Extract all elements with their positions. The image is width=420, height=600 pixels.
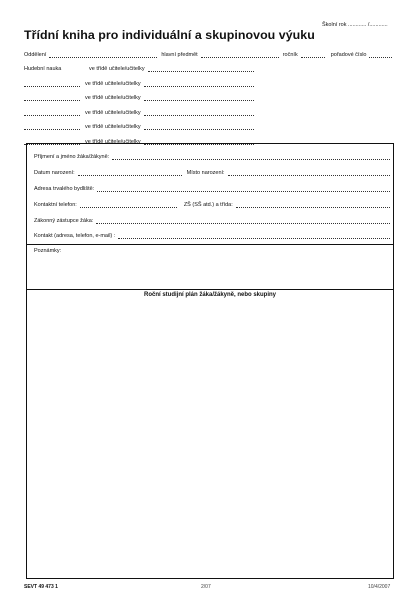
footer-code: SEVT 49 473 1 [24, 584, 58, 590]
student-name-label: Příjmení a jméno žáka/žákyně: [34, 154, 110, 160]
footer-page: 2/07 [201, 584, 211, 590]
teacher-row [24, 81, 254, 87]
year-field[interactable] [301, 52, 325, 58]
order-number-field[interactable] [369, 52, 392, 58]
school-label: ZŠ (SŠ atd.) a třída: [183, 202, 233, 208]
order-number-label: pořadové číslo [330, 52, 367, 58]
school-field[interactable] [236, 202, 390, 208]
top-fields-row [24, 52, 392, 58]
student-info-box [26, 143, 394, 245]
class-teacher-label: ve třídě učitele/učitelky [89, 66, 145, 72]
birth-row [34, 170, 390, 176]
guardian-field[interactable] [96, 218, 390, 224]
main-subject-field[interactable] [201, 52, 279, 58]
birth-date-label: Datum narození: [34, 170, 75, 176]
contact-label: Kontakt (adresa, telefon, e-mail) : [34, 233, 116, 239]
subject-field[interactable] [24, 124, 80, 130]
department-field[interactable] [49, 52, 157, 58]
footer-date: 10/4/2007 [368, 584, 391, 590]
teacher-row [24, 95, 254, 101]
class-teacher-field[interactable] [144, 95, 254, 101]
address-field[interactable] [97, 186, 390, 192]
phone-school-row [34, 202, 390, 208]
teacher-row [24, 124, 254, 130]
class-teacher-field[interactable] [144, 110, 254, 116]
teacher-row [24, 66, 254, 72]
subject-field[interactable] [24, 95, 80, 101]
notes-box[interactable] [26, 243, 394, 290]
page-title: Třídní kniha pro individuální a skupinovou výuku [24, 28, 315, 42]
address-row [34, 186, 390, 192]
teacher-row [24, 110, 254, 116]
notes-label: Poznámky: [34, 248, 62, 254]
address-label: Adresa trvalého bydliště: [34, 186, 95, 192]
class-teacher-label: ve třídě učitele/učitelky [85, 109, 141, 116]
class-teacher-label: ve třídě učitele/učitelky [85, 80, 141, 87]
class-teacher-label: ve třídě učitele/učitelky [85, 124, 141, 130]
class-teacher-label: ve třídě učitele/učitelky [85, 138, 141, 145]
class-teacher-field[interactable] [144, 81, 254, 87]
phone-field[interactable] [80, 202, 177, 208]
birth-date-field[interactable] [78, 170, 182, 176]
subject-field[interactable] [24, 81, 80, 87]
birth-place-field[interactable] [228, 170, 390, 176]
student-name-row [34, 154, 390, 160]
contact-row [34, 233, 390, 239]
school-year-label: Školní rok ............ /............ [322, 22, 388, 28]
student-name-field[interactable] [112, 154, 390, 160]
department-label: Oddělení [24, 52, 47, 58]
phone-label: Kontaktní telefon: [34, 202, 77, 208]
year-label: ročník [282, 52, 298, 58]
guardian-row [34, 218, 390, 224]
subject-label: Hudební nauka [24, 66, 62, 72]
subject-field[interactable] [24, 110, 80, 116]
contact-field[interactable] [118, 233, 390, 239]
class-teacher-field[interactable] [144, 124, 254, 130]
birth-place-label: Místo narození: [186, 170, 225, 176]
class-teacher-field[interactable] [148, 66, 254, 72]
main-subject-label: hlavní předmět [161, 52, 198, 58]
study-plan-title: Roční studijní plán žáka/žákyně, nebo skupiny [143, 292, 277, 298]
guardian-label: Zákonný zástupce žáka: [34, 218, 94, 224]
study-plan-box[interactable] [26, 289, 394, 579]
class-teacher-label: ve třídě učitele/učitelky [85, 95, 141, 101]
